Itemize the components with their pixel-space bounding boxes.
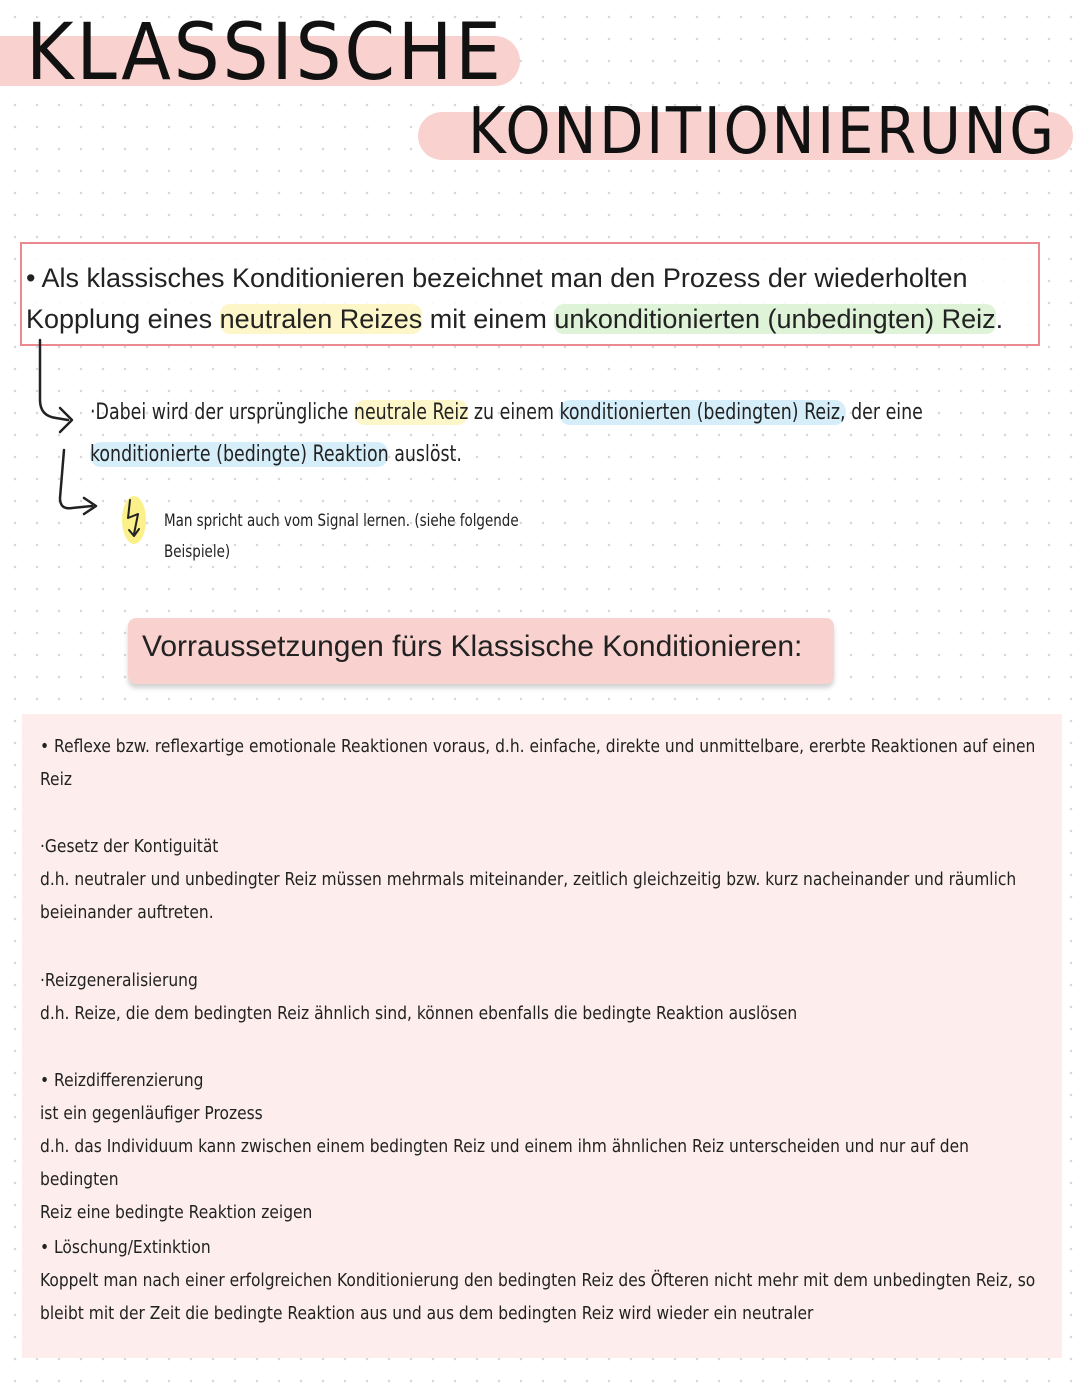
note-signal-learning (164, 506, 519, 568)
definition-part2: Kopplung eines (26, 304, 220, 334)
condition-differentiation (40, 1064, 1038, 1229)
note1-c: der eine (845, 400, 923, 425)
page-title-line1: KLASSISCHE (26, 8, 504, 98)
neutral-stimulus-highlight: neutralen Reizes (219, 304, 423, 334)
definition-part4: . (995, 304, 1004, 334)
condition-3-line1: d.h. Reize, die dem bedingten Reiz ähnlich sind, können ebenfalls die bedingte Reaktion auslösen (40, 1003, 798, 1024)
note-conditioning (90, 392, 935, 476)
condition-contiguity (40, 830, 1038, 929)
note1-neutral-highlight: neutrale Reiz (353, 400, 469, 425)
page-title-line2: KONDITIONIERUNG (468, 95, 1057, 169)
note1-a: ·Dabei wird der ursprüngliche (90, 400, 354, 425)
condition-4-line3: Reiz eine bedingte Reaktion zeigen (40, 1202, 313, 1223)
condition-extinction (40, 1231, 1038, 1330)
section-title: Vorraussetzungen fürs Klassische Konditionieren: (142, 630, 803, 663)
definition-part3: mit einem (422, 304, 555, 334)
note1-reaction-highlight: konditionierte (bedingte) Reaktion (90, 442, 389, 467)
definition-text (26, 258, 1041, 340)
unconditioned-stimulus-highlight: unkonditionierten (unbedingten) Reiz (554, 304, 996, 334)
definition-part1: • Als klassisches Konditionieren bezeichnet man den Prozess der wiederholten (26, 263, 968, 293)
note2-line1: Man spricht auch vom Signal lernen. (siehe folgende (164, 511, 519, 531)
condition-4-line1: ist ein gegenläufiger Prozess (40, 1103, 263, 1124)
note1-d: auslöst. (388, 442, 462, 467)
condition-5-line1: Koppelt man nach einer erfolgreichen Konditionierung den bedingten Reiz des Öfteren nicht mehr mit dem unbedingten Reiz, so (40, 1270, 1036, 1291)
condition-3-title: ·Reizgeneralisierung (40, 970, 198, 991)
condition-4-title: • Reizdifferenzierung (40, 1070, 204, 1091)
condition-2-line2: beieinander auftreten. (40, 902, 214, 923)
note1-b: zu einem (468, 400, 560, 425)
lightning-icon (120, 494, 150, 544)
condition-2-title: ·Gesetz der Kontiguität (40, 836, 219, 857)
condition-5-title: • Löschung/Extinktion (40, 1237, 211, 1258)
condition-reflexes (40, 730, 1038, 796)
condition-2-line1: d.h. neutraler und unbedingter Reiz müssen mehrmals miteinander, zeitlich gleichzeitig bzw. kurz nacheinander und räumlich (40, 869, 1017, 890)
condition-1-line2: Reiz (40, 769, 73, 790)
note1-conditioned-highlight: konditionierten (bedingten) Reiz, (559, 400, 846, 425)
note2-line2: Beispiele) (164, 542, 231, 562)
condition-generalization (40, 964, 1038, 1030)
condition-5-line2: bleibt mit der Zeit die bedingte Reaktion aus und aus dem bedingten Reiz wird wieder ein neutraler (40, 1303, 814, 1324)
condition-1-line1: • Reflexe bzw. reflexartige emotionale Reaktionen voraus, d.h. einfache, direkte und unmittelbare, ererbte Reaktionen auf einen (40, 736, 1036, 757)
condition-4-line2: d.h. das Individuum kann zwischen einem bedingten Reiz und einem ihm ähnlichen Reiz unterscheiden und nur auf den bedingten (40, 1136, 969, 1190)
